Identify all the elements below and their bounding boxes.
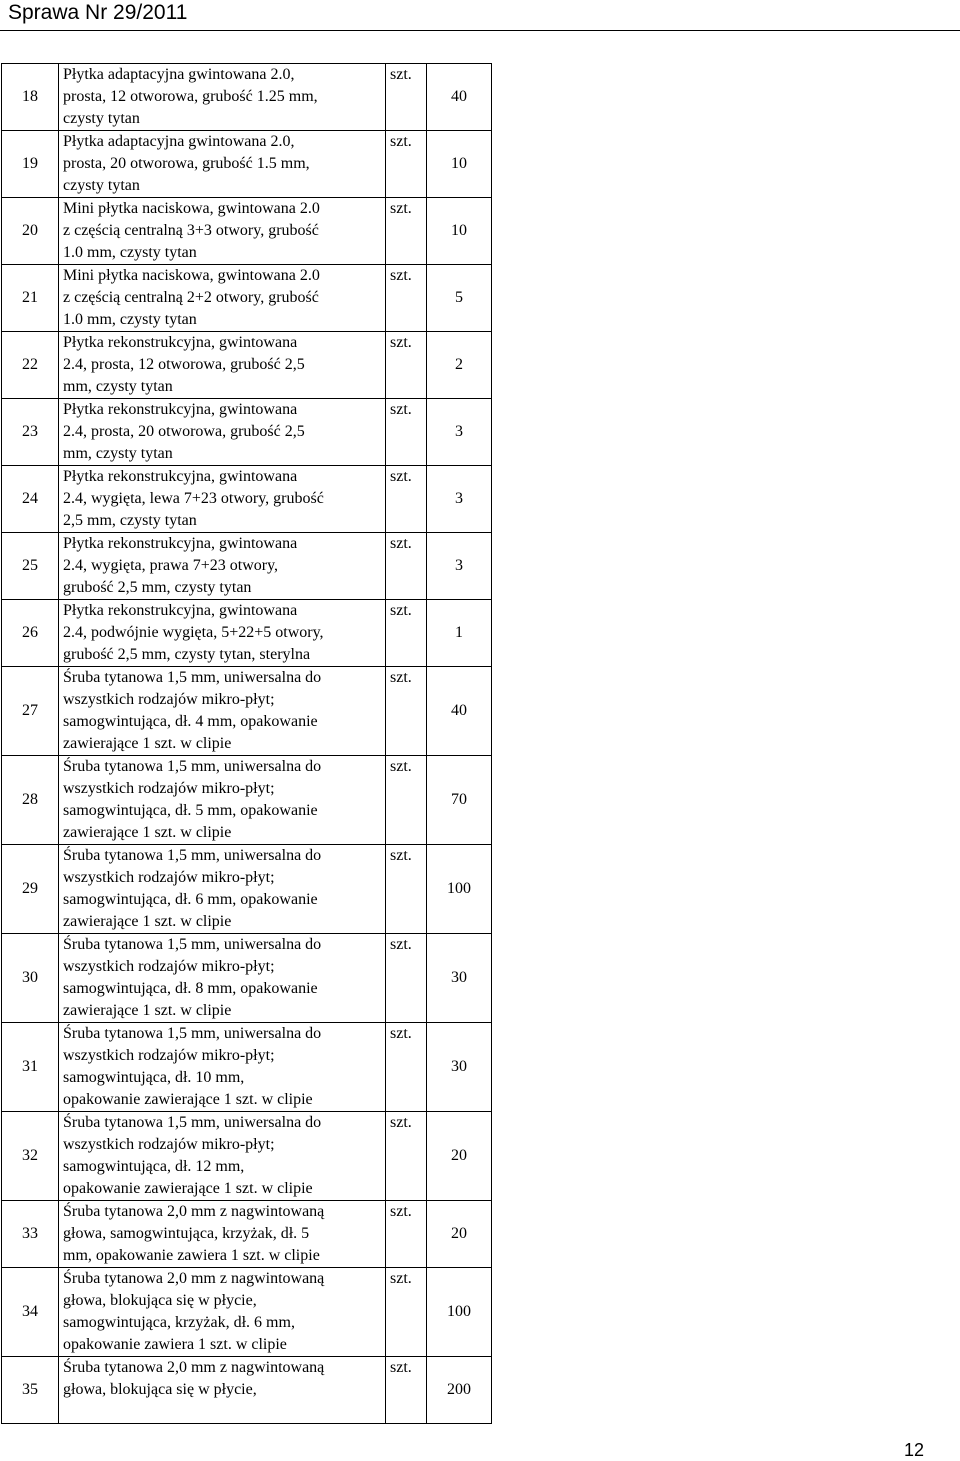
description-line: Śruba tytanowa 1,5 mm, uniwersalna do (63, 936, 322, 953)
item-quantity: 10 (427, 198, 492, 265)
item-unit: szt. (386, 756, 427, 845)
item-quantity: 5 (427, 265, 492, 332)
description-line: grubość 2,5 mm, czysty tytan, sterylna (63, 646, 311, 663)
item-unit: szt. (386, 466, 427, 533)
description-line: wszystkich rodzajów mikro-płyt; (63, 691, 275, 708)
table-row (2, 265, 492, 332)
description-line: zawierające 1 szt. w clipie (63, 824, 232, 841)
item-description (59, 845, 386, 934)
item-number: 32 (2, 1112, 59, 1201)
table-row (2, 845, 492, 934)
description-line: opakowanie zawierające 1 szt. w clipie (63, 1091, 313, 1108)
item-description (59, 1268, 386, 1357)
item-quantity: 3 (427, 533, 492, 600)
table-row (2, 1357, 492, 1424)
table-row (2, 756, 492, 845)
description-line: wszystkich rodzajów mikro-płyt; (63, 1047, 275, 1064)
item-quantity: 100 (427, 1268, 492, 1357)
description-line: samogwintująca, dł. 4 mm, opakowanie (63, 713, 318, 730)
description-line: mm, czysty tytan (63, 378, 173, 395)
item-description (59, 1357, 386, 1424)
description-line: mm, czysty tytan (63, 445, 173, 462)
item-unit: szt. (386, 198, 427, 265)
item-number: 34 (2, 1268, 59, 1357)
description-line: samogwintująca, dł. 12 mm, (63, 1158, 245, 1175)
item-number: 20 (2, 198, 59, 265)
description-line: Płytka rekonstrukcyjna, gwintowana (63, 468, 298, 485)
item-description (59, 265, 386, 332)
item-number: 25 (2, 533, 59, 600)
description-line: czysty tytan (63, 177, 140, 194)
description-line: 1.0 mm, czysty tytan (63, 244, 197, 261)
item-quantity: 40 (427, 667, 492, 756)
item-number: 33 (2, 1201, 59, 1268)
description-line: Śruba tytanowa 1,5 mm, uniwersalna do (63, 669, 322, 686)
description-line: 2.4, prosta, 12 otworowa, grubość 2,5 (63, 356, 305, 373)
item-number: 18 (2, 64, 59, 131)
description-line: samogwintująca, krzyżak, dł. 6 mm, (63, 1314, 295, 1331)
item-quantity: 3 (427, 399, 492, 466)
item-unit: szt. (386, 1268, 427, 1357)
description-line: zawierające 1 szt. w clipie (63, 1002, 232, 1019)
table-row (2, 934, 492, 1023)
description-line: z częścią centralną 3+3 otwory, grubość (63, 222, 319, 239)
description-line: wszystkich rodzajów mikro-płyt; (63, 869, 275, 886)
item-quantity: 3 (427, 466, 492, 533)
description-line: Płytka adaptacyjna gwintowana 2.0, (63, 66, 295, 83)
item-number: 24 (2, 466, 59, 533)
item-unit: szt. (386, 1112, 427, 1201)
item-number: 31 (2, 1023, 59, 1112)
description-line: Śruba tytanowa 2,0 mm z nagwintowaną (63, 1359, 325, 1376)
table-row (2, 533, 492, 600)
description-line: Mini płytka naciskowa, gwintowana 2.0 (63, 267, 320, 284)
item-quantity: 200 (427, 1357, 492, 1424)
item-quantity: 70 (427, 756, 492, 845)
description-line: zawierające 1 szt. w clipie (63, 735, 232, 752)
item-quantity: 20 (427, 1201, 492, 1268)
description-line: głowa, blokująca się w płycie, (63, 1292, 257, 1309)
items-table (1, 63, 492, 1424)
description-line: Płytka rekonstrukcyjna, gwintowana (63, 535, 298, 552)
page-number: 12 (903, 1440, 924, 1460)
description-line: 1.0 mm, czysty tytan (63, 311, 197, 328)
description-line: samogwintująca, dł. 6 mm, opakowanie (63, 891, 318, 908)
description-line: 2.4, prosta, 20 otworowa, grubość 2,5 (63, 423, 305, 440)
table-row (2, 332, 492, 399)
description-line: prosta, 20 otworowa, grubość 1.5 mm, (63, 155, 310, 172)
table-row (2, 1023, 492, 1112)
item-description (59, 1023, 386, 1112)
item-unit: szt. (386, 399, 427, 466)
description-line: samogwintująca, dł. 10 mm, (63, 1069, 245, 1086)
item-description (59, 533, 386, 600)
item-number: 35 (2, 1357, 59, 1424)
page-header (0, 0, 960, 30)
description-line: 2.4, podwójnie wygięta, 5+22+5 otwory, (63, 624, 324, 641)
table-row (2, 399, 492, 466)
item-unit: szt. (386, 533, 427, 600)
item-quantity: 20 (427, 1112, 492, 1201)
description-line: Śruba tytanowa 2,0 mm z nagwintowaną (63, 1203, 325, 1220)
item-quantity: 10 (427, 131, 492, 198)
item-number: 28 (2, 756, 59, 845)
item-quantity: 30 (427, 1023, 492, 1112)
table-row (2, 667, 492, 756)
item-quantity: 2 (427, 332, 492, 399)
table-row (2, 1268, 492, 1357)
table-row (2, 466, 492, 533)
description-line: Śruba tytanowa 1,5 mm, uniwersalna do (63, 1114, 322, 1131)
description-line: prosta, 12 otworowa, grubość 1.25 mm, (63, 88, 318, 105)
table-row (2, 600, 492, 667)
item-number: 27 (2, 667, 59, 756)
table-row (2, 198, 492, 265)
description-line: Śruba tytanowa 2,0 mm z nagwintowaną (63, 1270, 325, 1287)
item-unit: szt. (386, 667, 427, 756)
description-line: 2,5 mm, czysty tytan (63, 512, 197, 529)
description-line: 2.4, wygięta, lewa 7+23 otwory, grubość (63, 490, 324, 507)
item-number: 22 (2, 332, 59, 399)
item-description (59, 64, 386, 131)
item-unit: szt. (386, 265, 427, 332)
items-table-body (2, 64, 492, 1424)
description-line: wszystkich rodzajów mikro-płyt; (63, 780, 275, 797)
description-line: Płytka adaptacyjna gwintowana 2.0, (63, 133, 295, 150)
description-line: opakowanie zawierające 1 szt. w clipie (63, 1180, 313, 1197)
table-row (2, 1201, 492, 1268)
table-row (2, 64, 492, 131)
description-line: samogwintująca, dł. 5 mm, opakowanie (63, 802, 318, 819)
item-quantity: 100 (427, 845, 492, 934)
description-line: Mini płytka naciskowa, gwintowana 2.0 (63, 200, 320, 217)
table-row (2, 1112, 492, 1201)
item-quantity: 30 (427, 934, 492, 1023)
description-line: Płytka rekonstrukcyjna, gwintowana (63, 334, 298, 351)
item-quantity: 40 (427, 64, 492, 131)
item-unit: szt. (386, 1201, 427, 1268)
item-description (59, 934, 386, 1023)
description-line: czysty tytan (63, 110, 140, 127)
item-unit: szt. (386, 845, 427, 934)
item-description (59, 667, 386, 756)
item-unit: szt. (386, 934, 427, 1023)
item-unit: szt. (386, 332, 427, 399)
description-line: z częścią centralną 2+2 otwory, grubość (63, 289, 319, 306)
item-number: 30 (2, 934, 59, 1023)
description-line: mm, opakowanie zawiera 1 szt. w clipie (63, 1247, 320, 1264)
description-line: Śruba tytanowa 1,5 mm, uniwersalna do (63, 758, 322, 775)
item-unit: szt. (386, 1023, 427, 1112)
item-number: 26 (2, 600, 59, 667)
item-description (59, 1201, 386, 1268)
table-row (2, 131, 492, 198)
description-line: Płytka rekonstrukcyjna, gwintowana (63, 602, 298, 619)
item-number: 23 (2, 399, 59, 466)
item-description (59, 466, 386, 533)
description-line: grubość 2,5 mm, czysty tytan (63, 579, 252, 596)
item-description (59, 131, 386, 198)
item-description (59, 600, 386, 667)
description-line: samogwintująca, dł. 8 mm, opakowanie (63, 980, 318, 997)
item-description (59, 756, 386, 845)
item-number: 29 (2, 845, 59, 934)
item-description (59, 1112, 386, 1201)
item-description (59, 332, 386, 399)
item-number: 21 (2, 265, 59, 332)
item-unit: szt. (386, 600, 427, 667)
header-divider (0, 30, 960, 31)
item-quantity: 1 (427, 600, 492, 667)
description-line: zawierające 1 szt. w clipie (63, 913, 232, 930)
description-line: głowa, samogwintująca, krzyżak, dł. 5 (63, 1225, 310, 1242)
item-unit: szt. (386, 64, 427, 131)
description-line: głowa, blokująca się w płycie, (63, 1381, 257, 1398)
description-line: Śruba tytanowa 1,5 mm, uniwersalna do (63, 1025, 322, 1042)
description-line: Płytka rekonstrukcyjna, gwintowana (63, 401, 298, 418)
description-line: wszystkich rodzajów mikro-płyt; (63, 958, 275, 975)
description-line: 2.4, wygięta, prawa 7+23 otwory, (63, 557, 279, 574)
description-line: opakowanie zawiera 1 szt. w clipie (63, 1336, 287, 1353)
document-title: Sprawa Nr 29/2011 (8, 1, 188, 24)
item-number: 19 (2, 131, 59, 198)
item-unit: szt. (386, 1357, 427, 1424)
item-unit: szt. (386, 131, 427, 198)
description-line: Śruba tytanowa 1,5 mm, uniwersalna do (63, 847, 322, 864)
description-line: wszystkich rodzajów mikro-płyt; (63, 1136, 275, 1153)
item-description (59, 399, 386, 466)
item-description (59, 198, 386, 265)
